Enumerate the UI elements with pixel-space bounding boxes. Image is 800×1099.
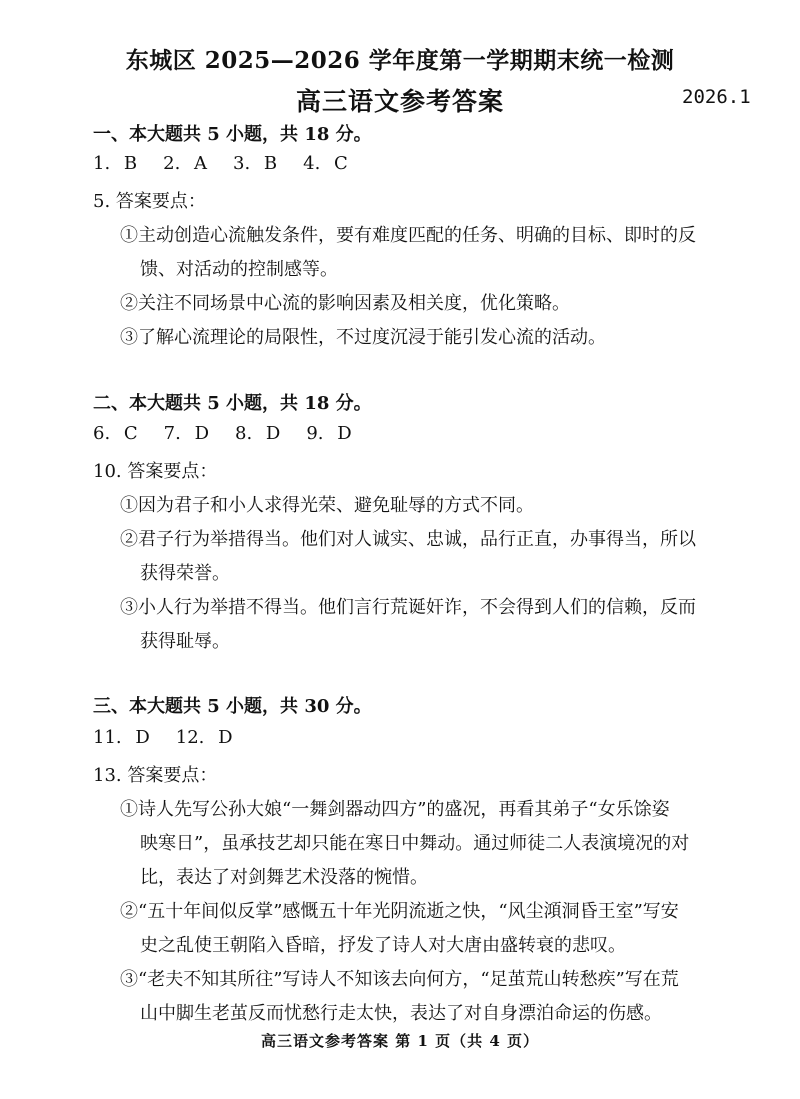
question-10-label: 10. 答案要点：	[93, 461, 218, 482]
q13-point-2: ②“五十年间似反掌”感慨五十年光阴流逝之快，“风尘澒洞昏王室”写安	[120, 901, 679, 922]
q10-point-2-cont: 获得荣誉。	[140, 563, 230, 584]
q13-point-1-cont-2: 比，表达了对剑舞艺术没落的惋惜。	[140, 867, 428, 888]
document-title: 东城区 2025—2026 学年度第一学期期末统一检测	[125, 47, 675, 74]
question-5-label: 5. 答案要点：	[93, 191, 206, 212]
answer-12: 12. D	[175, 727, 233, 748]
document-date: 2026.1	[682, 86, 751, 108]
q13-point-1: ①诗人先写公孙大娘“一舞剑器动四方”的盛况，再看其弟子“女乐馀姿	[120, 799, 670, 820]
answer-7: 7. D	[163, 423, 209, 444]
answer-8: 8. D	[235, 423, 281, 444]
q10-point-2: ②君子行为举措得当。他们对人诚实、忠诚，品行正直，办事得当，所以	[120, 529, 696, 550]
section-3-heading: 三、本大题共 5 小题，共 30 分。	[93, 696, 372, 717]
q13-point-2-cont: 史之乱使王朝陷入昏暗，抒发了诗人对大唐由盛转衰的悲叹。	[140, 935, 626, 956]
q13-point-3-cont: 山中脚生老茧反而忧愁行走太快，表达了对自身漂泊命运的伤感。	[140, 1003, 662, 1024]
page-footer: 高三语文参考答案 第 1 页（共 4 页）	[261, 1032, 539, 1050]
answer-2: 2. A	[163, 153, 208, 174]
document-subtitle: 高三语文参考答案	[295, 87, 504, 116]
q13-point-3: ③“老夫不知其所往”写诗人不知该去向何方，“足茧荒山转愁疾”写在荒	[120, 969, 679, 990]
q5-point-1: ①主动创造心流触发条件，要有难度匹配的任务、明确的目标、即时的反	[120, 225, 696, 246]
q13-point-1-cont-1: 映寒日”，虽承技艺却只能在寒日中舞动。通过师徒二人表演境况的对	[140, 833, 690, 854]
answer-1: 1. B	[93, 153, 138, 174]
section-1-answers	[93, 153, 374, 174]
section-3-answers	[93, 727, 259, 748]
q5-point-1-cont: 馈、对活动的控制感等。	[140, 259, 338, 280]
section-1-heading: 一、本大题共 5 小题，共 18 分。	[93, 124, 372, 145]
q10-point-3: ③小人行为举措不得当。他们言行荒诞奸诈，不会得到人们的信赖，反而	[120, 597, 696, 618]
section-2-heading: 二、本大题共 5 小题，共 18 分。	[93, 393, 372, 414]
answer-4: 4. C	[303, 153, 348, 174]
q10-point-1: ①因为君子和小人求得光荣、避免耻辱的方式不同。	[120, 495, 534, 516]
answer-9: 9. D	[306, 423, 352, 444]
answer-3: 3. B	[233, 153, 278, 174]
q5-point-3: ③了解心流理论的局限性，不过度沉浸于能引发心流的活动。	[120, 327, 606, 348]
answer-6: 6. C	[93, 423, 138, 444]
section-2-answers	[93, 423, 378, 444]
answer-11: 11. D	[93, 727, 150, 748]
question-13-label: 13. 答案要点：	[93, 765, 218, 786]
q5-point-2: ②关注不同场景中心流的影响因素及相关度，优化策略。	[120, 293, 570, 314]
q10-point-3-cont: 获得耻辱。	[140, 631, 230, 652]
